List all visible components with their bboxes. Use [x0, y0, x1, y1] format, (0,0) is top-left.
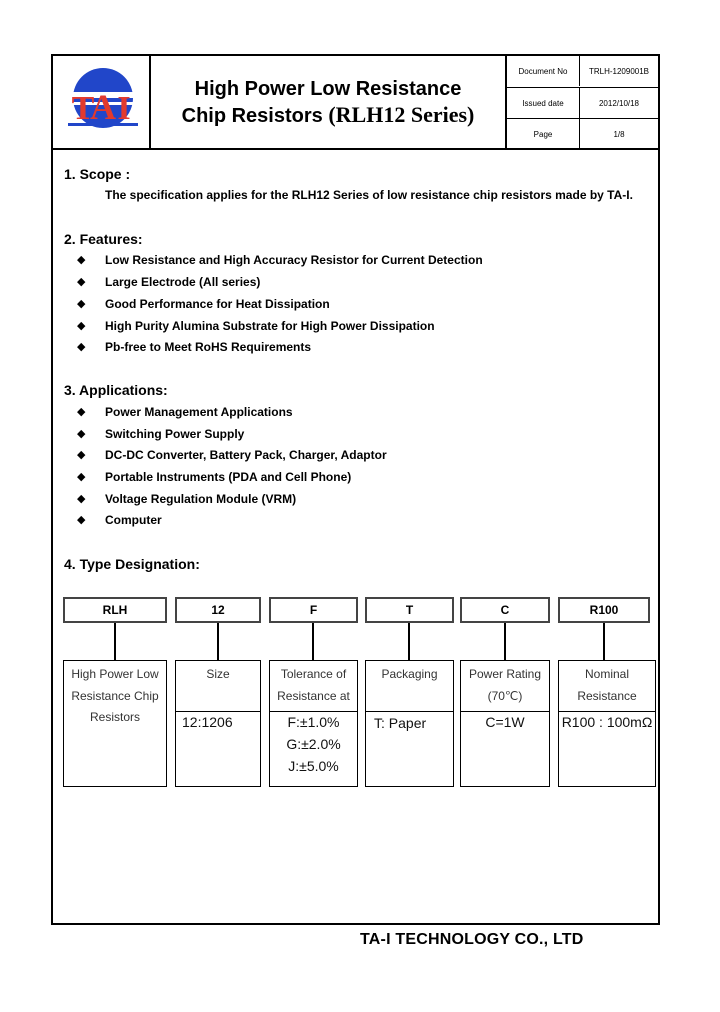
desc-value: 12:1206	[182, 714, 233, 730]
desc-head	[270, 661, 357, 712]
feature-item: Pb-free to Meet RoHS Requirements	[105, 340, 312, 354]
desc-value: T: Paper	[374, 715, 427, 731]
diamond-bullet-icon: ◆	[77, 254, 86, 266]
desc-head	[559, 661, 655, 712]
code-box: F	[269, 597, 358, 623]
desc-line: High Power Low	[71, 667, 159, 681]
title-series: (RLH12 Series)	[328, 102, 475, 127]
application-item: Portable Instruments (PDA and Cell Phone)	[105, 470, 352, 484]
scope-heading: 1. Scope :	[64, 166, 131, 182]
feature-item: Large Electrode (All series)	[105, 275, 261, 289]
company-logo	[53, 56, 149, 148]
desc-line: Nominal	[584, 667, 629, 681]
meta-value: 1/8	[613, 129, 625, 139]
desc-head	[176, 661, 260, 712]
desc-value: R100 : 100mΩ	[561, 714, 653, 730]
connector-line	[312, 623, 314, 661]
desc-line: Resistance at	[277, 688, 350, 703]
desc-line: Tolerance of	[280, 667, 347, 681]
code-box: T	[365, 597, 454, 623]
diamond-bullet-icon: ◆	[77, 449, 86, 461]
features-heading: 2. Features:	[64, 231, 143, 247]
document-frame	[51, 54, 660, 925]
meta-row-document-no	[507, 56, 658, 86]
connector-line	[114, 623, 116, 661]
document-meta-table	[507, 56, 658, 148]
code-box: C	[460, 597, 550, 623]
feature-item: Good Performance for Heat Dissipation	[105, 297, 330, 311]
code-box: R100	[558, 597, 650, 623]
diamond-bullet-icon: ◆	[77, 471, 86, 483]
meta-label: Page	[507, 119, 580, 149]
application-item: Switching Power Supply	[105, 427, 245, 441]
desc-head	[461, 661, 549, 712]
applications-heading: 3. Applications:	[64, 382, 168, 398]
meta-value: TRLH-1209001B	[588, 66, 650, 76]
designation-desc-series	[63, 660, 167, 787]
document-header	[53, 56, 658, 150]
desc-line: Resistors	[89, 710, 140, 724]
svg-text:I: I	[117, 90, 131, 127]
code-box: RLH	[63, 597, 167, 623]
diamond-bullet-icon: ◆	[77, 276, 86, 288]
logo-cell	[53, 56, 151, 148]
connector-line	[603, 623, 605, 661]
desc-value: J:±5.0%	[288, 758, 339, 774]
connector-line	[504, 623, 506, 661]
diamond-bullet-icon: ◆	[77, 298, 86, 310]
designation-desc-tolerance	[269, 660, 358, 787]
desc-line: Packaging	[381, 667, 438, 681]
application-item: Power Management Applications	[105, 405, 293, 419]
meta-value: 2012/10/18	[598, 98, 640, 108]
meta-row-issued-date	[507, 87, 658, 118]
desc-value: G:±2.0%	[286, 736, 341, 752]
diamond-bullet-icon: ◆	[77, 514, 86, 526]
code-box: 12	[175, 597, 261, 623]
desc-line: (70℃)	[487, 688, 523, 703]
desc-line: Size	[206, 667, 230, 681]
desc-line: Power Rating	[468, 667, 542, 681]
application-item: Voltage Regulation Module (VRM)	[105, 492, 297, 506]
title-cell	[151, 56, 507, 148]
connector-line	[217, 623, 219, 661]
meta-label: Document No	[507, 56, 580, 86]
feature-item: Low Resistance and High Accuracy Resistor for Current Detection	[105, 253, 483, 267]
meta-row-page	[507, 118, 658, 149]
type-designation-heading: 4. Type Designation:	[64, 556, 200, 572]
company-footer: TA-I TECHNOLOGY CO., LTD	[360, 931, 584, 948]
application-item: Computer	[105, 513, 162, 527]
diamond-bullet-icon: ◆	[77, 493, 86, 505]
designation-desc-size	[175, 660, 261, 787]
connector-line	[408, 623, 410, 661]
diamond-bullet-icon: ◆	[77, 320, 86, 332]
diamond-bullet-icon: ◆	[77, 428, 86, 440]
application-item: DC-DC Converter, Battery Pack, Charger, Adaptor	[105, 448, 387, 462]
feature-item: High Purity Alumina Substrate for High Power Dissipation	[105, 319, 435, 333]
desc-value: C=1W	[485, 714, 525, 730]
document-title-line2	[151, 102, 505, 128]
diamond-bullet-icon: ◆	[77, 341, 86, 353]
desc-line: Resistance Chip	[71, 688, 159, 703]
scope-text: The specification applies for the RLH12 Series of low resistance chip resistors made by TA-I.	[105, 188, 633, 202]
title-line2-a: Chip Resistors	[181, 105, 329, 127]
designation-desc-packaging	[365, 660, 454, 787]
designation-desc-resistance	[558, 660, 656, 787]
meta-label: Issued date	[507, 88, 580, 118]
document-title-line1: High Power Low Resistance	[194, 78, 462, 100]
designation-desc-power	[460, 660, 550, 787]
svg-text:T: T	[71, 90, 95, 127]
desc-head	[366, 661, 453, 712]
desc-value: F:±1.0%	[287, 714, 340, 730]
logo-lettering: A	[90, 87, 116, 127]
diamond-bullet-icon: ◆	[77, 406, 86, 418]
desc-line: Resistance	[577, 688, 637, 703]
